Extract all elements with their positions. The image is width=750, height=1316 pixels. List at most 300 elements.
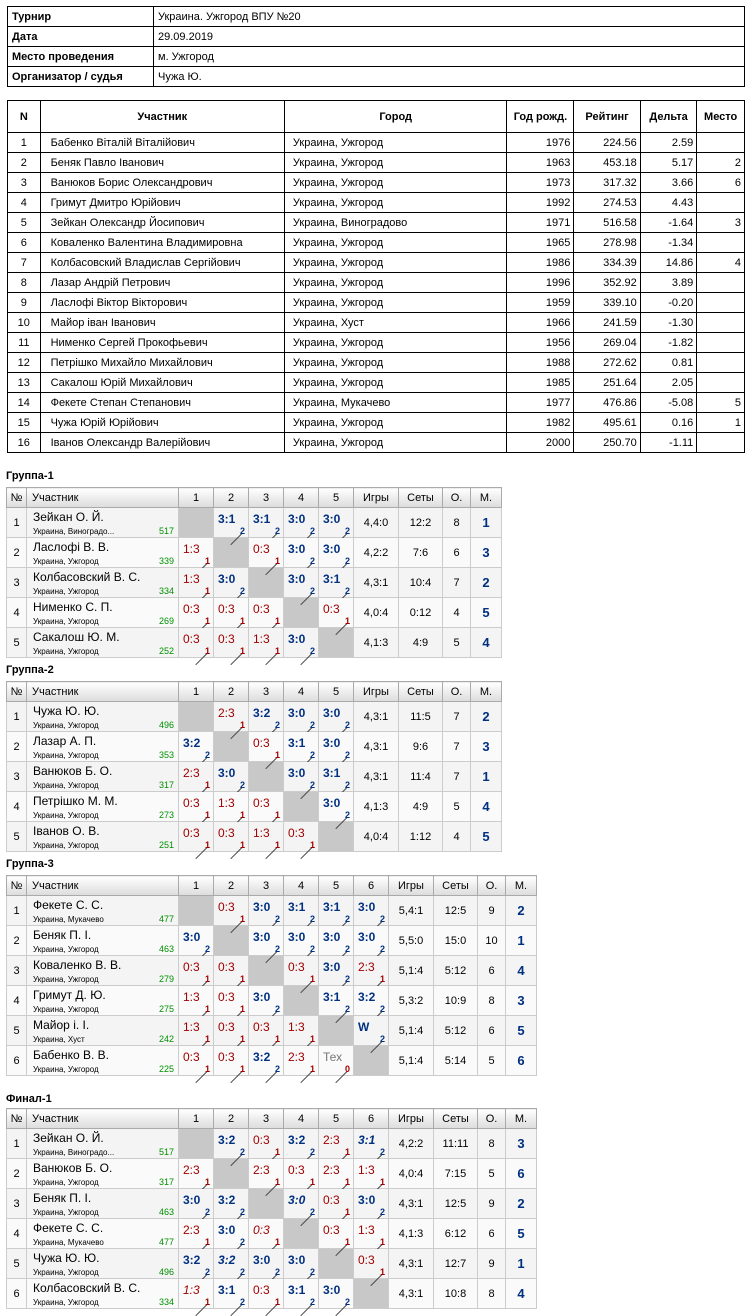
player-cell: 12 — [8, 353, 41, 373]
match-result[interactable] — [354, 986, 389, 1016]
match-result[interactable] — [214, 508, 249, 538]
match-score: 3:0 — [288, 1193, 306, 1207]
match-score: 3:0 — [253, 990, 271, 1004]
match-points: 2 — [274, 1004, 280, 1014]
match-result[interactable] — [319, 762, 354, 792]
match-points: 1 — [379, 974, 385, 984]
match-result[interactable] — [179, 792, 214, 822]
row-no: 3 — [7, 568, 27, 598]
info-row — [8, 47, 745, 67]
col-points: О. — [478, 1109, 506, 1129]
match-result[interactable] — [179, 1249, 214, 1279]
row-points: 7 — [443, 568, 471, 598]
col-opponent: 3 — [249, 682, 284, 702]
match-result[interactable] — [319, 1046, 354, 1076]
match-result[interactable] — [284, 1046, 319, 1076]
match-result[interactable] — [179, 732, 214, 762]
player-cell: 274.53 — [574, 193, 640, 213]
row-sets: 0:12 — [399, 598, 443, 628]
participant-cell — [27, 568, 179, 598]
match-score: 1:3 — [218, 796, 235, 810]
row-games: 5,1:4 — [389, 1016, 434, 1046]
participant-cell — [27, 1159, 179, 1189]
row-no: 3 — [7, 1189, 27, 1219]
row-place: 6 — [506, 1046, 537, 1076]
match-result[interactable] — [319, 1279, 354, 1309]
player-cell — [697, 133, 745, 153]
match-points: 2 — [309, 586, 315, 596]
match-result[interactable] — [179, 568, 214, 598]
match-result[interactable] — [179, 1016, 214, 1046]
participant-city: Украина, Ужгород — [33, 587, 99, 596]
match-result[interactable] — [249, 1016, 284, 1046]
row-place: 1 — [506, 926, 537, 956]
match-result[interactable] — [179, 598, 214, 628]
col-player: Участник — [27, 1109, 179, 1129]
row-no: 2 — [7, 732, 27, 762]
match-result[interactable] — [214, 986, 249, 1016]
player-cell: Украина, Ужгород — [284, 333, 507, 353]
player-cell: 7 — [8, 253, 41, 273]
participant-cell — [27, 986, 179, 1016]
row-points: 7 — [443, 732, 471, 762]
row-sets: 6:12 — [434, 1219, 478, 1249]
match-result[interactable] — [179, 538, 214, 568]
match-score: 3:0 — [253, 930, 271, 944]
match-result[interactable] — [179, 1279, 214, 1309]
match-result[interactable] — [249, 508, 284, 538]
match-result[interactable] — [284, 896, 319, 926]
match-result[interactable] — [319, 702, 354, 732]
player-cell: 8 — [8, 273, 41, 293]
participant-cell — [27, 762, 179, 792]
row-sets: 5:12 — [434, 1016, 478, 1046]
player-row — [8, 333, 745, 353]
match-points: 1 — [239, 720, 245, 730]
row-no: 4 — [7, 986, 27, 1016]
col-opponent: 4 — [284, 488, 319, 508]
match-result[interactable] — [249, 538, 284, 568]
match-result[interactable] — [319, 1219, 354, 1249]
row-sets: 11:4 — [399, 762, 443, 792]
player-cell: Нименко Сергей Прокофьевич — [40, 333, 284, 353]
match-result[interactable] — [249, 1279, 284, 1309]
match-result[interactable] — [249, 896, 284, 926]
match-result[interactable] — [214, 896, 249, 926]
players-col-header: Дельта — [640, 101, 697, 133]
player-cell: 250.70 — [574, 433, 640, 453]
match-result[interactable] — [214, 568, 249, 598]
group-table — [6, 875, 537, 1076]
match-result[interactable] — [214, 628, 249, 658]
info-row — [8, 7, 745, 27]
group-title: Финал-1 — [6, 1093, 52, 1105]
row-place: 3 — [471, 732, 502, 762]
player-cell: 16 — [8, 433, 41, 453]
match-result[interactable] — [354, 1016, 389, 1046]
match-score: 3:0 — [288, 512, 306, 526]
players-col-header: Место — [697, 101, 745, 133]
match-result[interactable] — [214, 762, 249, 792]
match-result[interactable] — [354, 1219, 389, 1249]
match-score: 3:0 — [358, 930, 376, 944]
participant-city: Украина, Ужгород — [33, 841, 99, 850]
match-result[interactable] — [249, 986, 284, 1016]
col-games: Игры — [389, 1109, 434, 1129]
row-place: 1 — [471, 762, 502, 792]
row-points: 9 — [478, 1249, 506, 1279]
row-place: 3 — [471, 538, 502, 568]
match-result[interactable] — [354, 896, 389, 926]
player-cell — [697, 293, 745, 313]
col-opponent: 1 — [179, 488, 214, 508]
info-value: м. Ужгород — [154, 47, 745, 67]
player-cell: Коваленко Валентина Владимировна — [40, 233, 284, 253]
match-points: 1 — [274, 616, 280, 626]
player-cell: Бабенко Віталій Віталійович — [40, 133, 284, 153]
match-score: 3:1 — [253, 512, 271, 526]
player-cell: 3.89 — [640, 273, 697, 293]
tournament-info-table — [7, 6, 745, 87]
match-points: 2 — [309, 526, 315, 536]
match-result[interactable] — [249, 598, 284, 628]
match-result[interactable] — [214, 1189, 249, 1219]
col-opponent: 2 — [214, 1109, 249, 1129]
match-result[interactable] — [214, 956, 249, 986]
row-points: 4 — [443, 598, 471, 628]
col-points: О. — [443, 682, 471, 702]
match-points: 1 — [239, 1004, 245, 1014]
participant-city: Украина, Хуст — [33, 1035, 85, 1044]
player-cell: 6 — [8, 233, 41, 253]
match-result[interactable] — [284, 1249, 319, 1279]
match-result[interactable] — [214, 1129, 249, 1159]
self-cell — [179, 896, 214, 926]
match-result[interactable] — [179, 628, 214, 658]
group-header-row — [7, 682, 502, 702]
match-result[interactable] — [284, 762, 319, 792]
match-result[interactable] — [214, 1279, 249, 1309]
player-cell: 3.66 — [640, 173, 697, 193]
participant-city: Украина, Ужгород — [33, 1005, 99, 1014]
match-result[interactable] — [249, 792, 284, 822]
match-points: 2 — [239, 586, 245, 596]
row-no: 1 — [7, 1129, 27, 1159]
participant-name: Зейкан О. Й. — [33, 510, 104, 524]
match-result[interactable] — [319, 1159, 354, 1189]
match-result[interactable] — [179, 762, 214, 792]
match-result[interactable] — [179, 926, 214, 956]
match-score: 0:3 — [253, 542, 270, 556]
match-points: 1 — [204, 1177, 210, 1187]
participant-name: Коваленко В. В. — [33, 958, 122, 972]
participant-cell — [27, 956, 179, 986]
player-cell: 278.98 — [574, 233, 640, 253]
player-cell: Украина, Ужгород — [284, 133, 507, 153]
match-result[interactable] — [284, 1129, 319, 1159]
col-opponent: 2 — [214, 876, 249, 896]
participant-rating: 463 — [158, 944, 174, 954]
match-result[interactable] — [179, 1189, 214, 1219]
group-row — [7, 822, 502, 852]
match-points: 1 — [274, 1237, 280, 1247]
row-place: 5 — [471, 598, 502, 628]
match-points: 2 — [344, 974, 350, 984]
match-result[interactable] — [284, 1189, 319, 1219]
match-points: 2 — [379, 1004, 385, 1014]
participant-city: Украина, Ужгород — [33, 617, 99, 626]
participant-rating: 251 — [158, 840, 174, 850]
participant-rating: 353 — [158, 750, 174, 760]
participant-name: Колбасовский В. С. — [33, 1281, 141, 1295]
group-table — [6, 487, 502, 658]
row-points: 4 — [443, 822, 471, 852]
player-cell: 3 — [8, 173, 41, 193]
match-result[interactable] — [284, 538, 319, 568]
row-no: 1 — [7, 896, 27, 926]
player-cell: 1988 — [507, 353, 574, 373]
participant-name: Іванов О. В. — [33, 824, 100, 838]
match-result[interactable] — [179, 1046, 214, 1076]
match-result[interactable] — [249, 1046, 284, 1076]
match-points: 2 — [344, 750, 350, 760]
info-row — [8, 27, 745, 47]
match-points: 2 — [204, 1267, 210, 1277]
match-result[interactable] — [214, 792, 249, 822]
match-score: 1:3 — [288, 1020, 305, 1034]
match-result[interactable] — [319, 792, 354, 822]
match-result[interactable] — [179, 1159, 214, 1189]
match-points: 1 — [239, 1034, 245, 1044]
match-score: 3:0 — [358, 900, 376, 914]
col-player: Участник — [27, 682, 179, 702]
match-result[interactable] — [214, 822, 249, 852]
match-result[interactable] — [284, 702, 319, 732]
group-row — [7, 956, 537, 986]
match-result[interactable] — [354, 926, 389, 956]
match-score: 3:0 — [288, 706, 306, 720]
row-sets: 12:7 — [434, 1249, 478, 1279]
row-no: 2 — [7, 538, 27, 568]
player-cell: 0.16 — [640, 413, 697, 433]
match-score: Тех — [323, 1050, 343, 1064]
col-opponent: 1 — [179, 682, 214, 702]
match-points: 2 — [309, 720, 315, 730]
match-result[interactable] — [249, 822, 284, 852]
match-result[interactable] — [319, 1129, 354, 1159]
participant-cell — [27, 926, 179, 956]
match-result[interactable] — [214, 598, 249, 628]
match-score: 3:0 — [218, 766, 236, 780]
match-result[interactable] — [249, 732, 284, 762]
row-place: 2 — [506, 1189, 537, 1219]
match-result[interactable] — [249, 1219, 284, 1249]
match-result[interactable] — [354, 1129, 389, 1159]
match-result[interactable] — [319, 1189, 354, 1219]
player-row — [8, 213, 745, 233]
match-result[interactable] — [319, 732, 354, 762]
match-result[interactable] — [354, 956, 389, 986]
match-points: 1 — [274, 1147, 280, 1157]
row-sets: 4:9 — [399, 628, 443, 658]
player-cell: 272.62 — [574, 353, 640, 373]
match-result[interactable] — [249, 628, 284, 658]
match-points: 1 — [309, 1064, 315, 1074]
player-cell: Сакалош Юрій Михайлович — [40, 373, 284, 393]
match-result[interactable] — [319, 896, 354, 926]
row-games: 5,5:0 — [389, 926, 434, 956]
match-result[interactable] — [249, 1159, 284, 1189]
match-result[interactable] — [284, 628, 319, 658]
row-points: 8 — [478, 1279, 506, 1309]
match-result[interactable] — [354, 1159, 389, 1189]
row-games: 4,2:2 — [354, 538, 399, 568]
match-result[interactable] — [249, 702, 284, 732]
match-result[interactable] — [179, 956, 214, 986]
match-result[interactable] — [284, 732, 319, 762]
match-result[interactable] — [214, 1219, 249, 1249]
match-score: 3:2 — [183, 736, 201, 750]
player-cell: 1956 — [507, 333, 574, 353]
row-points: 5 — [478, 1159, 506, 1189]
player-cell: Майор іван Іванович — [40, 313, 284, 333]
col-opponent: 4 — [284, 682, 319, 702]
participant-rating: 496 — [158, 1267, 174, 1277]
match-result[interactable] — [284, 926, 319, 956]
match-score: 0:3 — [253, 1283, 270, 1297]
players-col-header: Город — [284, 101, 507, 133]
match-points: 1 — [204, 1064, 210, 1074]
info-value: Чужа Ю. — [154, 67, 745, 87]
group-title: Группа-3 — [6, 858, 54, 870]
match-points: 1 — [344, 1147, 350, 1157]
row-sets: 4:9 — [399, 792, 443, 822]
match-result[interactable] — [214, 1046, 249, 1076]
match-score: 2:3 — [183, 1163, 200, 1177]
match-result[interactable] — [354, 1189, 389, 1219]
match-result[interactable] — [284, 1159, 319, 1189]
match-result[interactable] — [214, 702, 249, 732]
group-row — [7, 568, 502, 598]
match-points: 1 — [309, 974, 315, 984]
row-place: 4 — [471, 628, 502, 658]
row-games: 4,4:0 — [354, 508, 399, 538]
match-score: 3:2 — [288, 1133, 306, 1147]
match-result[interactable] — [319, 508, 354, 538]
match-result[interactable] — [179, 822, 214, 852]
group-row — [7, 508, 502, 538]
participant-city: Украина, Ужгород — [33, 1178, 99, 1187]
row-games: 5,3:2 — [389, 986, 434, 1016]
match-result[interactable] — [319, 986, 354, 1016]
match-score: 0:3 — [183, 960, 200, 974]
row-place: 2 — [506, 896, 537, 926]
player-cell: 5 — [697, 393, 745, 413]
participant-cell — [27, 1249, 179, 1279]
match-result[interactable] — [354, 1249, 389, 1279]
col-opponent: 4 — [284, 876, 319, 896]
player-cell — [697, 313, 745, 333]
row-no: 5 — [7, 628, 27, 658]
match-score: 1:3 — [358, 1163, 375, 1177]
match-score: 0:3 — [218, 990, 235, 1004]
row-sets: 10:4 — [399, 568, 443, 598]
match-result[interactable] — [284, 956, 319, 986]
match-score: 3:0 — [323, 736, 341, 750]
row-place: 6 — [506, 1159, 537, 1189]
col-sets: Сеты — [434, 1109, 478, 1129]
group-row — [7, 598, 502, 628]
match-result[interactable] — [319, 956, 354, 986]
match-result[interactable] — [284, 1279, 319, 1309]
match-result[interactable] — [319, 538, 354, 568]
match-result[interactable] — [284, 568, 319, 598]
player-cell: 224.56 — [574, 133, 640, 153]
row-no: 3 — [7, 762, 27, 792]
row-games: 5,4:1 — [389, 896, 434, 926]
match-points: 1 — [239, 810, 245, 820]
row-place: 2 — [471, 702, 502, 732]
participant-cell — [27, 508, 179, 538]
row-place: 5 — [471, 822, 502, 852]
match-score: 3:0 — [288, 632, 306, 646]
match-result[interactable] — [249, 1249, 284, 1279]
player-cell: Украина, Ужгород — [284, 153, 507, 173]
match-result[interactable] — [284, 508, 319, 538]
row-games: 5,1:4 — [389, 956, 434, 986]
match-points: 2 — [344, 944, 350, 954]
row-sets: 9:6 — [399, 732, 443, 762]
match-score: 3:1 — [288, 736, 306, 750]
match-points: 1 — [274, 1297, 280, 1307]
row-sets: 5:14 — [434, 1046, 478, 1076]
player-row — [8, 133, 745, 153]
match-points: 1 — [204, 586, 210, 596]
match-result[interactable] — [319, 926, 354, 956]
match-score: 0:3 — [183, 632, 200, 646]
match-result[interactable] — [179, 1219, 214, 1249]
player-row — [8, 313, 745, 333]
row-place: 4 — [506, 1279, 537, 1309]
player-cell: 1973 — [507, 173, 574, 193]
match-result[interactable] — [214, 1249, 249, 1279]
player-cell: 9 — [8, 293, 41, 313]
participant-name: Майор і. І. — [33, 1018, 90, 1032]
match-result[interactable] — [319, 598, 354, 628]
match-result[interactable] — [214, 1016, 249, 1046]
participant-rating: 477 — [158, 1237, 174, 1247]
match-result[interactable] — [284, 822, 319, 852]
player-row — [8, 413, 745, 433]
match-result[interactable] — [249, 1129, 284, 1159]
match-score: 0:3 — [253, 1020, 270, 1034]
player-cell: Украина, Ужгород — [284, 353, 507, 373]
player-cell: 1959 — [507, 293, 574, 313]
info-key: Организатор / судья — [8, 67, 154, 87]
match-score: 3:0 — [288, 766, 306, 780]
match-result[interactable] — [249, 926, 284, 956]
match-result[interactable] — [319, 568, 354, 598]
match-points: 2 — [344, 556, 350, 566]
group-row — [7, 702, 502, 732]
participant-cell — [27, 896, 179, 926]
group-row — [7, 732, 502, 762]
match-result[interactable] — [284, 1016, 319, 1046]
player-cell: 2000 — [507, 433, 574, 453]
player-cell: 6 — [697, 173, 745, 193]
match-result[interactable] — [179, 986, 214, 1016]
row-sets: 12:2 — [399, 508, 443, 538]
